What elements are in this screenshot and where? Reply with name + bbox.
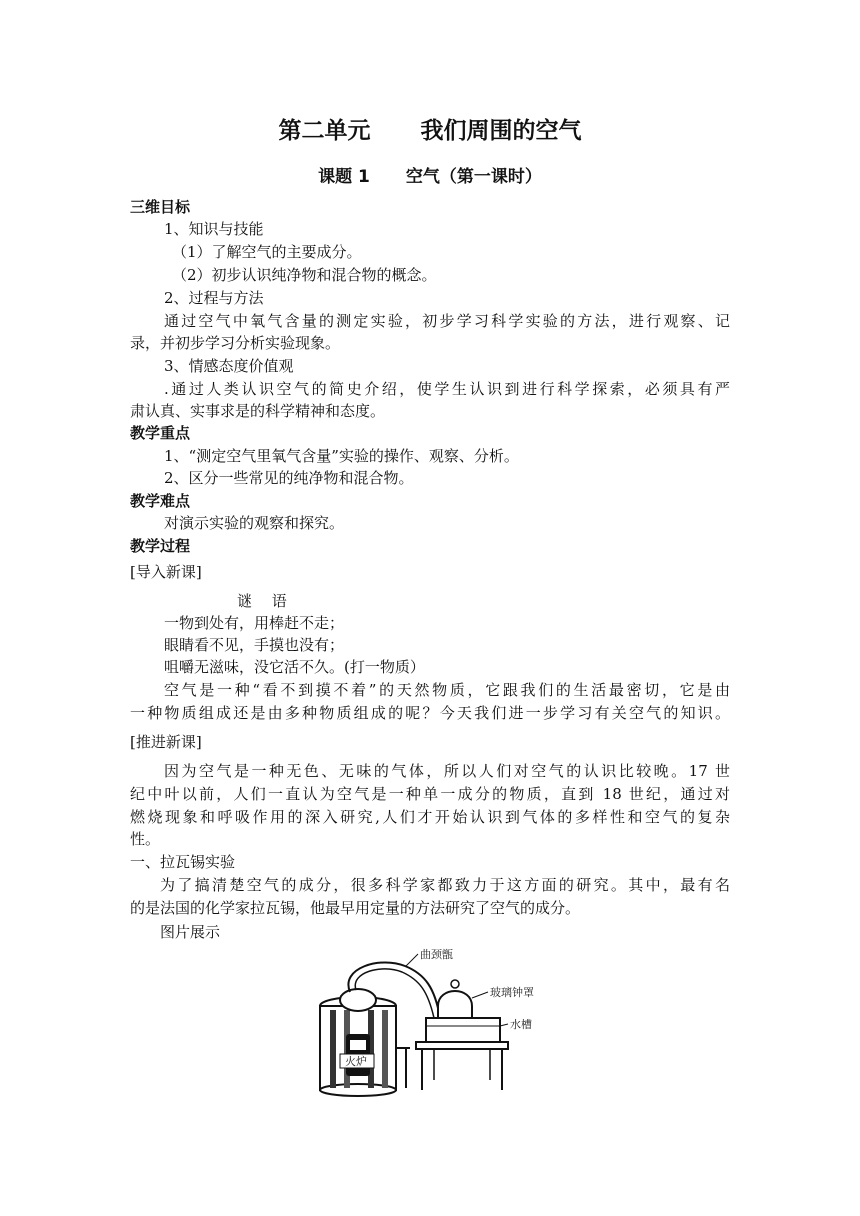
table	[416, 1042, 508, 1090]
difficulties-heading: 教学难点	[130, 492, 191, 510]
advance-paragraph-line2: 纪中叶以前，人们一直认为空气是一种单一成分的物质，直到 18 世纪，通过对	[130, 785, 730, 803]
section-lavoisier-line1: 为了搞清楚空气的成分，很多科学家都致力于这方面的研究。其中，最有名	[160, 876, 730, 894]
riddle-line-1: 一物到处有，用棒赶不走；	[164, 614, 345, 632]
intro-paragraph-line2: 一种物质组成还是由多种物质组成的呢？今天我们进一步学习有关空气的知识。	[130, 704, 730, 722]
lesson-subtitle-part2: 空气（第一课时）	[405, 167, 542, 187]
key-point-2: 2、区分一些常见的纯净物和混合物。	[164, 469, 414, 487]
process-text-line1: 通过空气中氧气含量的测定实验，初步学习科学实验的方法，进行观察、记	[164, 312, 730, 330]
process-heading: 教学过程	[130, 537, 191, 555]
process-text-line2: 录，并初步学习分析实验现象。	[130, 334, 341, 352]
section-lavoisier-title: 一、拉瓦锡实验	[130, 853, 236, 871]
objectives-heading: 三维目标	[130, 198, 191, 216]
bell-jar-label: 玻璃钟罩	[490, 986, 534, 999]
difficulty-1: 对演示实验的观察和探究。	[164, 514, 345, 532]
advance-paragraph-line3: 燃烧现象和呼吸作用的深入研究,人们才开始认识到气体的多样性和空气的复杂	[130, 808, 730, 826]
key-points-heading: 教学重点	[130, 424, 191, 442]
unit-title-part1: 第二单元	[278, 118, 371, 144]
unit-title-part2: 我们周围的空气	[420, 118, 582, 144]
retort-label: 曲颈甑	[420, 948, 453, 961]
emotion-text-line2: 肃认真、实事求是的科学精神和态度。	[130, 402, 386, 420]
advance-paragraph-line1: 因为空气是一种无色、无味的气体，所以人们对空气的认识比较晚。17 世	[164, 762, 730, 780]
furnace-label: 火炉	[345, 1055, 367, 1068]
bell-jar-trough	[426, 980, 534, 1042]
intro-paragraph-line1: 空气是一种“看不到摸不着”的天然物质，它跟我们的生活最密切，它是由	[164, 681, 730, 699]
lesson-subtitle-part1: 课题 1	[318, 167, 370, 187]
riddle-line-2: 眼睛看不见，手摸也没有；	[164, 636, 345, 654]
intro-tag: [导入新课]	[130, 563, 202, 581]
key-point-1: 1、“测定空气里氧气含量”实验的操作、观察、分析。	[164, 447, 519, 465]
advance-tag: [推进新课]	[130, 733, 202, 751]
section-lavoisier-line2: 的是法国的化学家拉瓦锡，他最早用定量的方法研究了空气的成分。	[130, 899, 581, 917]
unit-title	[0, 112, 860, 145]
lesson-subtitle	[0, 162, 860, 187]
picture-label: 图片展示	[160, 923, 221, 941]
knowledge-item-2: （2）初步认识纯净物和混合物的概念。	[172, 266, 437, 284]
riddle-title: 谜 语	[237, 592, 287, 610]
lavoisier-apparatus-figure	[310, 948, 590, 1098]
process-title: 2、过程与方法	[164, 289, 264, 307]
trough-label: 水槽	[510, 1018, 532, 1031]
emotion-title: 3、情感态度价值观	[164, 357, 294, 375]
advance-paragraph-line4: 性。	[130, 830, 161, 848]
knowledge-item-1: （1）了解空气的主要成分。	[172, 243, 362, 261]
riddle-line-3: 咀嚼无滋味，没它活不久。(打一物质）	[164, 658, 425, 676]
knowledge-title: 1、知识与技能	[164, 220, 264, 238]
furnace	[320, 997, 410, 1096]
emotion-text-line1: .通过人类认识空气的简史介绍，使学生认识到进行科学探索，必须具有严	[164, 380, 730, 398]
